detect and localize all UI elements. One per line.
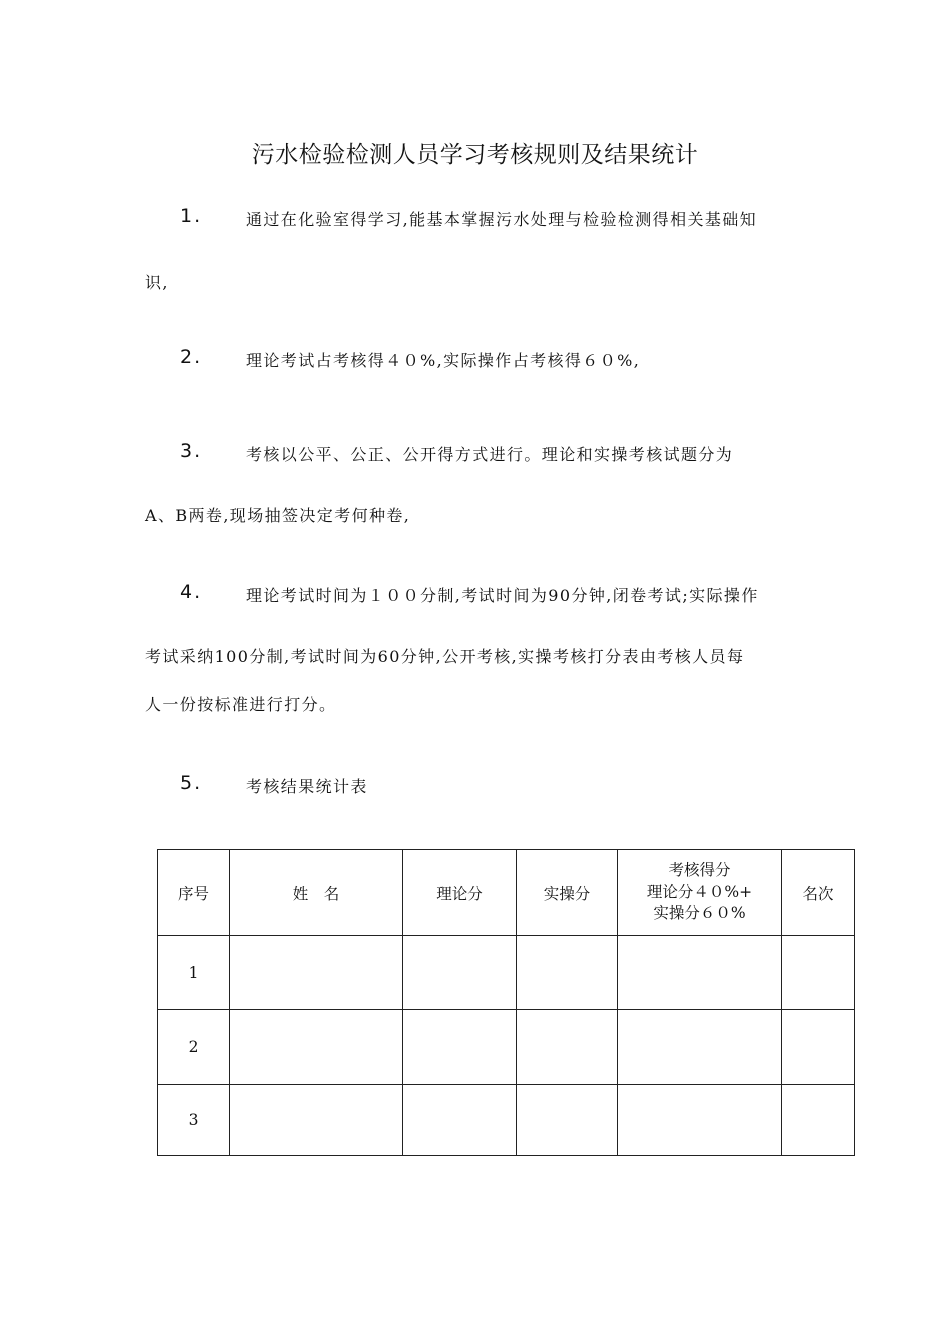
header-rank: 名次: [782, 850, 855, 936]
item-2-line-1: 理论考试占考核得４０%,实际操作占考核得６０%,: [246, 351, 641, 370]
cell-theory: [403, 1010, 517, 1085]
cell-theory: [403, 1085, 517, 1156]
item-4-number: 4.: [180, 581, 203, 603]
header-score-line-1: 考核得分: [668, 860, 731, 879]
cell-score: [618, 1085, 782, 1156]
item-4-line-3: 人一份按标准进行打分。: [145, 695, 337, 714]
cell-score: [618, 1010, 782, 1085]
cell-practice: [517, 936, 618, 1010]
page-title: 污水检验检测人员学习考核规则及结果统计: [251, 142, 699, 168]
cell-rank: [782, 1085, 855, 1156]
item-4-line-1: 理论考试时间为１００分制,考试时间为90分钟,闭卷考试;实际操作: [246, 586, 759, 605]
cell-practice: [517, 1010, 618, 1085]
cell-seq: 3: [158, 1085, 230, 1156]
cell-rank: [782, 1010, 855, 1085]
results-table: [157, 849, 855, 1156]
header-score-line-3: 实操分６０%: [653, 904, 746, 923]
item-5-line-1: 考核结果统计表: [246, 777, 368, 796]
item-4-line-2: 考试采纳100分制,考试时间为60分钟,公开考核,实操考核打分表由考核人员每: [145, 647, 745, 666]
header-score: [618, 850, 782, 936]
header-score-line-2: 理论分４０%+: [646, 882, 753, 901]
cell-rank: [782, 936, 855, 1010]
table-row: [158, 1085, 855, 1156]
header-seq: 序号: [158, 850, 230, 936]
item-3-line-1: 考核以公平、公正、公开得方式进行。理论和实操考核试题分为: [246, 445, 734, 464]
item-1-line-1: 通过在化验室得学习,能基本掌握污水处理与检验检测得相关基础知: [246, 210, 758, 229]
item-3-number: 3.: [180, 440, 203, 462]
item-3-line-2: A、B两卷,现场抽签决定考何种卷,: [145, 506, 411, 525]
header-practice: 实操分: [517, 850, 618, 936]
item-1-line-2: 识,: [145, 273, 169, 292]
table-row: [158, 1010, 855, 1085]
cell-score: [618, 936, 782, 1010]
cell-seq: 1: [158, 936, 230, 1010]
table-row: [158, 936, 855, 1010]
cell-seq: 2: [158, 1010, 230, 1085]
item-5-number: 5.: [180, 772, 203, 794]
cell-theory: [403, 936, 517, 1010]
cell-name: [230, 936, 403, 1010]
cell-name: [230, 1010, 403, 1085]
item-1-number: 1.: [180, 205, 203, 227]
table-header-row: [158, 850, 855, 936]
header-name: 姓 名: [230, 850, 403, 936]
header-theory: 理论分: [403, 850, 517, 936]
cell-name: [230, 1085, 403, 1156]
cell-practice: [517, 1085, 618, 1156]
item-2-number: 2.: [180, 346, 203, 368]
